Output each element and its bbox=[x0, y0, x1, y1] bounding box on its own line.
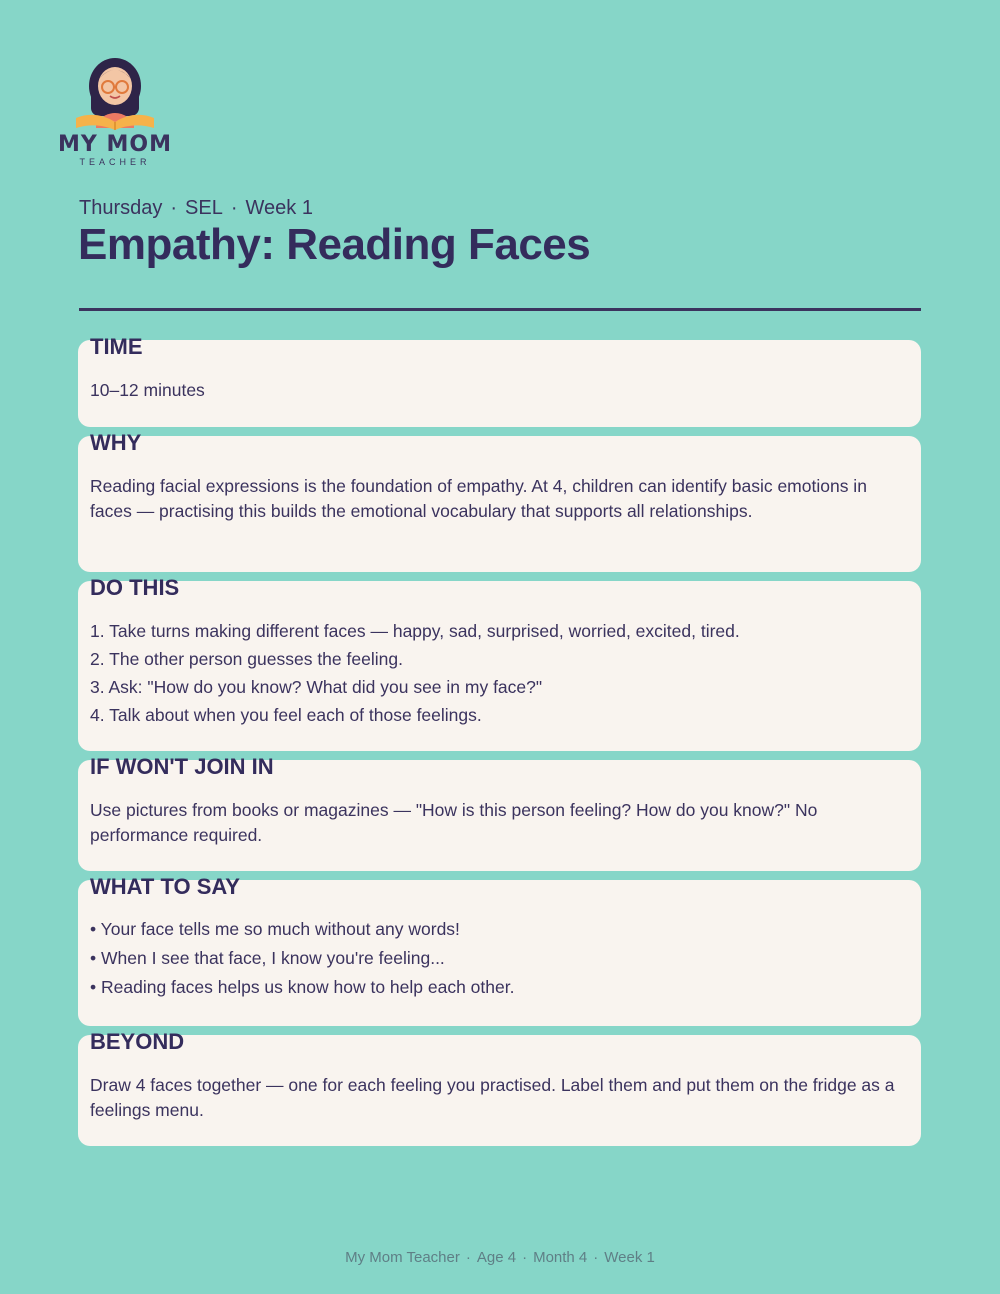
footer-age: Age 4 bbox=[476, 1249, 517, 1266]
do-this-card bbox=[78, 575, 921, 751]
teacher-illustration-icon bbox=[52, 56, 178, 136]
page-title: Empathy: Reading Faces bbox=[78, 220, 591, 269]
section-heading: WHAT TO SAY bbox=[90, 874, 240, 899]
meta-day: Thursday bbox=[79, 197, 163, 219]
section-heading: TIME bbox=[90, 334, 143, 359]
wont-join-card bbox=[78, 754, 921, 871]
brand-subtitle: TEACHER bbox=[79, 157, 151, 167]
section-heading: IF WON'T JOIN IN bbox=[90, 754, 274, 779]
why-text: Reading facial expressions is the foundation of empathy. At 4, children can identify basic emotions in faces — practising this builds the emotional vocabulary that supports all relationships. bbox=[90, 476, 867, 521]
page-footer bbox=[0, 1249, 1000, 1266]
step-item: 1. Take turns making different faces — happy, sad, surprised, worried, excited, tired. bbox=[90, 621, 740, 641]
brand-logo bbox=[52, 56, 178, 172]
section-heading: WHY bbox=[90, 430, 142, 455]
section-heading: DO THIS bbox=[90, 575, 180, 600]
footer-week: Week 1 bbox=[604, 1249, 655, 1266]
phrase-item: • Reading faces helps us know how to help each other. bbox=[90, 977, 515, 997]
why-card bbox=[78, 430, 921, 572]
separator-dot: · bbox=[593, 1249, 599, 1266]
time-text: 10–12 minutes bbox=[90, 380, 205, 400]
step-item: 4. Talk about when you feel each of those feelings. bbox=[90, 705, 482, 725]
time-card bbox=[78, 334, 921, 427]
separator-dot: · bbox=[522, 1249, 528, 1266]
wont-join-text: Use pictures from books or magazines — "How is this person feeling? How do you know?" No performance required. bbox=[90, 800, 818, 845]
footer-brand: My Mom Teacher bbox=[345, 1249, 460, 1266]
separator-dot: · bbox=[170, 197, 178, 219]
section-heading: BEYOND bbox=[90, 1029, 185, 1054]
step-item: 3. Ask: "How do you know? What did you see in my face?" bbox=[90, 677, 543, 697]
do-this-steps bbox=[90, 617, 907, 729]
title-divider bbox=[79, 308, 921, 311]
phrase-item: • Your face tells me so much without any words! bbox=[90, 919, 460, 939]
separator-dot: · bbox=[465, 1249, 471, 1266]
meta-week: Week 1 bbox=[245, 197, 313, 219]
footer-month: Month 4 bbox=[533, 1249, 588, 1266]
phrase-item: • When I see that face, I know you're feeling... bbox=[90, 948, 445, 968]
beyond-card bbox=[78, 1029, 921, 1146]
brand-name: MY MOM bbox=[58, 132, 172, 157]
lesson-meta bbox=[79, 197, 313, 220]
beyond-text: Draw 4 faces together — one for each feeling you practised. Label them and put them on the fridge as a feelings menu. bbox=[90, 1075, 895, 1120]
what-to-say-card bbox=[78, 874, 921, 1026]
separator-dot: · bbox=[230, 197, 238, 219]
what-to-say-list bbox=[90, 915, 907, 1002]
step-item: 2. The other person guesses the feeling. bbox=[90, 649, 403, 669]
meta-subject: SEL bbox=[185, 197, 223, 219]
